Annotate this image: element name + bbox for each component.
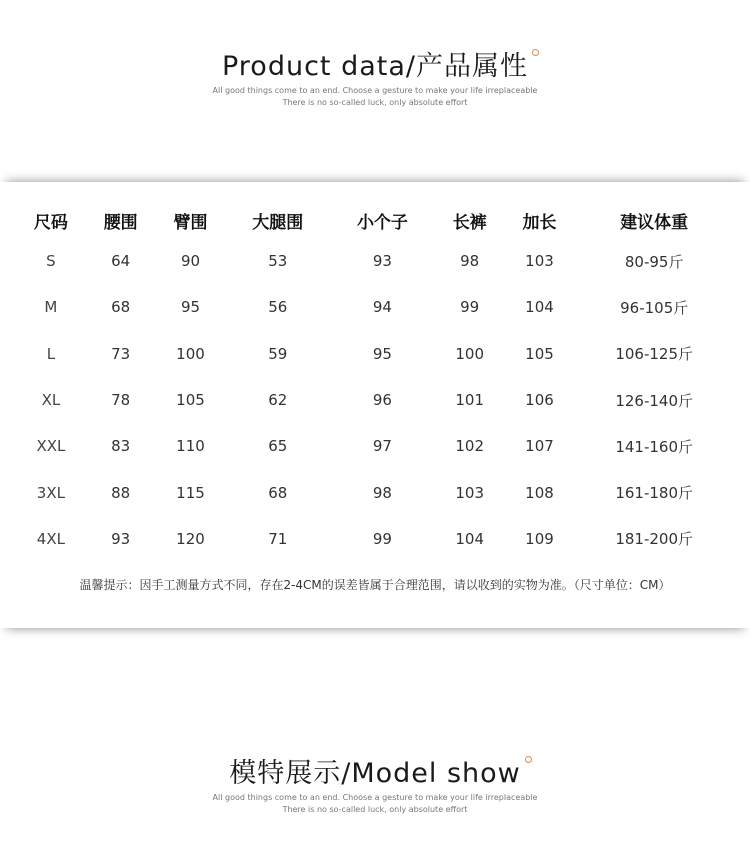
product-data-subtitle-1: All good things come to an end. Choose a gesture to make your life irreplaceable xyxy=(212,86,538,95)
table-cell: 80-95斤 xyxy=(624,252,684,271)
table-cell: 56 xyxy=(268,298,288,317)
model-show-subtitle-2: There is no so-called luck, only absolute effort xyxy=(282,805,468,814)
table-cell: 64 xyxy=(111,252,131,271)
table-cell: 68 xyxy=(268,483,288,502)
table-row xyxy=(16,238,734,284)
model-show-title-text: 模特展示/Model show xyxy=(229,758,521,789)
table-cell: 93 xyxy=(372,252,392,271)
table-cell: L xyxy=(46,344,56,363)
table-cell: 141-160斤 xyxy=(615,437,694,456)
table-cell: 115 xyxy=(176,483,205,502)
table-row xyxy=(16,284,734,330)
table-cell: 110 xyxy=(176,437,205,456)
table-cell: 93 xyxy=(111,529,131,548)
table-cell: 73 xyxy=(111,344,131,363)
table-cell: 105 xyxy=(525,344,554,363)
table-cell: 105 xyxy=(176,391,205,410)
measurement-note: 温馨提示：因手工测量方式不同，存在2-4CM的误差皆属于合理范围，请以收到的实物为准。（尺寸单位：CM） xyxy=(79,578,671,592)
table-cell: 94 xyxy=(372,298,392,317)
circle-ornament-icon xyxy=(532,49,539,56)
table-cell: 108 xyxy=(525,483,554,502)
table-cell: 104 xyxy=(455,529,485,548)
table-cell: 88 xyxy=(111,483,131,502)
table-cell: 78 xyxy=(111,391,131,410)
product-data-header xyxy=(0,50,750,108)
column-header-suggested-weight: 建议体重 xyxy=(620,212,689,233)
table-cell: 98 xyxy=(460,252,480,271)
table-cell: 68 xyxy=(111,298,131,317)
product-data-title xyxy=(222,50,528,84)
table-cell: 99 xyxy=(372,529,392,548)
table-cell: 161-180斤 xyxy=(615,484,694,503)
column-header-thigh: 大腿围 xyxy=(252,212,304,233)
column-header-extra-long-length: 加长 xyxy=(522,212,557,233)
table-cell: 106 xyxy=(525,391,554,410)
table-cell: 107 xyxy=(525,437,554,456)
table-cell: 126-140斤 xyxy=(615,391,694,410)
table-cell: 120 xyxy=(176,529,205,548)
column-header-arm: 臂围 xyxy=(173,212,208,233)
table-row xyxy=(16,516,734,562)
product-data-subtitle-2: There is no so-called luck, only absolute effort xyxy=(282,98,468,107)
table-cell: 62 xyxy=(268,391,288,410)
product-data-title-text: Product data/产品属性 xyxy=(221,51,528,82)
table-cell: 3XL xyxy=(36,483,65,502)
table-cell: 59 xyxy=(268,344,288,363)
model-show-header xyxy=(0,757,750,815)
table-cell: 96 xyxy=(372,391,392,410)
size-chart-card xyxy=(0,182,750,628)
table-cell: 83 xyxy=(111,437,131,456)
table-cell: 95 xyxy=(372,344,392,363)
table-cell: M xyxy=(44,298,58,317)
circle-ornament-icon xyxy=(525,756,532,763)
table-cell: 99 xyxy=(460,298,480,317)
table-cell: 98 xyxy=(372,483,392,502)
table-cell: 97 xyxy=(372,437,392,456)
table-cell: 65 xyxy=(268,437,288,456)
column-header-size: 尺码 xyxy=(33,212,68,233)
table-row xyxy=(16,423,734,469)
table-cell: 53 xyxy=(268,252,288,271)
table-cell: 71 xyxy=(268,529,288,548)
table-cell: 104 xyxy=(525,298,554,317)
model-show-subtitle-1: All good things come to an end. Choose a gesture to make your life irreplaceable xyxy=(212,793,538,802)
table-cell: 181-200斤 xyxy=(615,530,694,549)
size-chart-header-row xyxy=(16,202,734,238)
table-cell: 109 xyxy=(525,529,554,548)
column-header-petite-length: 小个子 xyxy=(356,212,408,233)
table-cell: 101 xyxy=(455,391,485,410)
table-cell: 4XL xyxy=(36,529,65,548)
size-chart-table xyxy=(16,202,734,562)
table-cell: 95 xyxy=(180,298,201,317)
table-cell: 102 xyxy=(455,437,485,456)
table-row xyxy=(16,377,734,423)
table-cell: 100 xyxy=(455,344,485,363)
table-cell: 90 xyxy=(180,252,201,271)
table-cell: XXL xyxy=(36,437,66,456)
table-cell: XL xyxy=(41,391,61,410)
table-cell: 96-105斤 xyxy=(620,298,689,317)
table-cell: S xyxy=(46,252,56,271)
table-cell: 106-125斤 xyxy=(615,345,694,364)
model-show-title xyxy=(229,757,521,791)
table-cell: 103 xyxy=(525,252,554,271)
column-header-waist: 腰围 xyxy=(103,212,138,233)
table-row xyxy=(16,469,734,515)
table-row xyxy=(16,331,734,377)
column-header-long-length: 长裤 xyxy=(452,212,487,233)
table-cell: 103 xyxy=(455,483,485,502)
table-cell: 100 xyxy=(176,344,205,363)
